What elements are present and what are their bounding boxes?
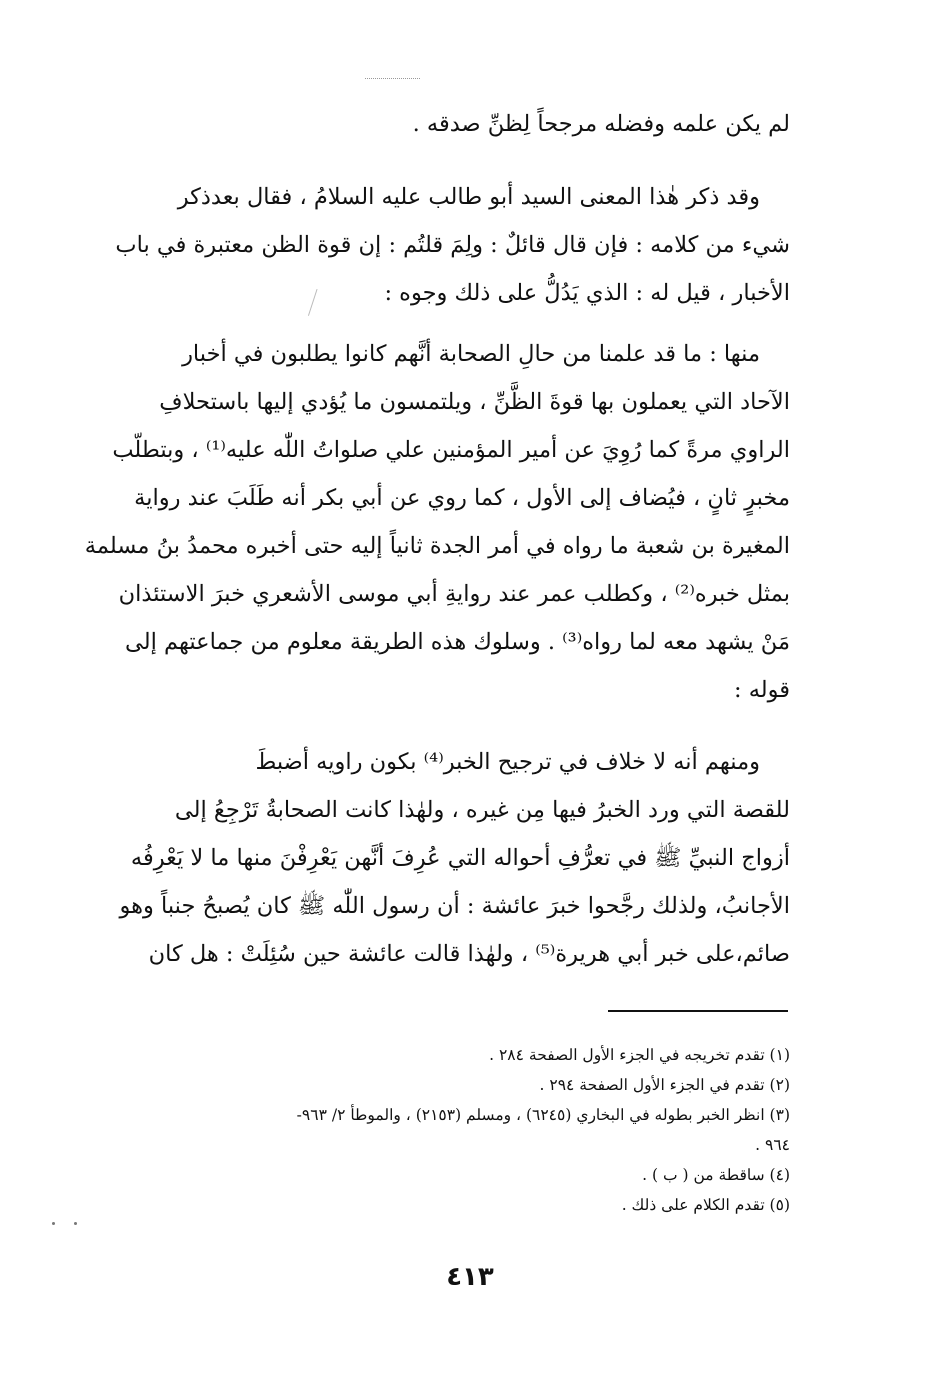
text-line: للقصة التي ورد الخبرُ فيها مِن غيره ، ولهٰذا كانت الصحابةُ تَرْجِعُ إلى — [174, 797, 790, 823]
footnote-2: (٢) تقدم في الجزء الأول الصفحة ٢٩٤ . — [539, 1076, 790, 1094]
text-line: لم يكن علمه وفضله مرجحاً لِظنِّ صدقه . — [412, 111, 790, 137]
page-number: ٤١٣ — [446, 1262, 494, 1292]
text-line: وقد ذكر هٰذا المعنى السيد أبو طالب عليه السلامُ ، فقال بعدذكر — [177, 184, 760, 210]
text-line: مَنْ يشهد معه لما رواه⁽³⁾ . وسلوك هذه الطريقة معلوم من جماعتهم إلى — [125, 629, 790, 655]
footnote-1: (١) تقدم تخريجه في الجزء الأول الصفحة ٢٨٤ . — [489, 1046, 790, 1064]
text-line: أزواج النبيِّ ﷺ في تعرُّفِ أحواله التي عُرِفَ أنَّهن يَعْرِفْنَ منها ما لا يَعْرِفُه — [130, 845, 790, 871]
text-line: صائم،على خبر أبي هريرة⁽⁵⁾ ، ولهٰذا قالت عائشة حين سُئِلَتْ : هل كان — [148, 941, 790, 967]
paragraph-preference — [119, 738, 790, 978]
footnote-3: (٣) انظر الخبر بطوله في البخاري (٦٢٤٥) ، ومسلم (٢١٥٣) ، والموطأ ٢/ ٩٦٣- — [296, 1106, 790, 1124]
paragraph-companions — [84, 330, 790, 714]
edge-mark — [52, 1222, 80, 1228]
footnotes — [112, 1040, 790, 1220]
text-line: الأجانبُ، ولذلك رجَّحوا خبرَ عائشة : أن رسول اللّٰه ﷺ كان يُصبحُ جنباً وهو — [119, 893, 790, 919]
footnote-divider — [608, 1010, 788, 1012]
text-line: منها : ما قد علمنا من حالِ الصحابة أنَّهم كانوا يطلبون في أخبار — [182, 341, 760, 367]
paragraph-continuation — [126, 100, 790, 148]
paragraph-abu-talib — [115, 173, 790, 317]
text-line: الآحاد التي يعملون بها قوةَ الظَّنِّ ، ويلتمسون ما يُؤدي إليها باستحلافِ — [159, 389, 790, 415]
top-mark — [365, 78, 420, 81]
text-line: المغيرة بن شعبة ما رواه في أمر الجدة ثانياً إليه حتى أخبره محمدُ بنُ مسلمة — [84, 533, 790, 559]
text-line: مخبرٍ ثانٍ ، فيُضاف إلى الأول ، كما روي عن أبي بكر أنه طَلَبَ عند رواية — [134, 485, 790, 511]
text-line: بمثل خبره⁽²⁾ ، وكطلب عمر عند روايةِ أبي موسى الأشعري خبرَ الاستئذان — [118, 581, 790, 607]
text-line: شيء من كلامه : فإن قال قائلٌ : ولِمَ قلتُم : إن قوة الظن معتبرة في باب — [115, 232, 790, 258]
text-line: قوله : — [733, 677, 790, 703]
footnote-5: (٥) تقدم الكلام على ذلك . — [621, 1196, 790, 1214]
text-line: الأخبار ، قيل له : الذي يَدُلُّ على ذلك وجوه : — [384, 280, 790, 306]
text-line: ومنهم أنه لا خلاف في ترجيح الخبر⁽⁴⁾ بكون راويه أضبطَ — [255, 749, 760, 775]
footnote-4: (٤) ساقطة من ( ب ) . — [642, 1166, 790, 1184]
footnote-3-continuation: ٩٦٤ . — [755, 1136, 790, 1154]
text-line: الراوي مرةً كما رُوِيَ عن أمير المؤمنين علي صلواتُ اللّٰه عليه⁽¹⁾ ، وبتطلّب — [112, 437, 790, 463]
